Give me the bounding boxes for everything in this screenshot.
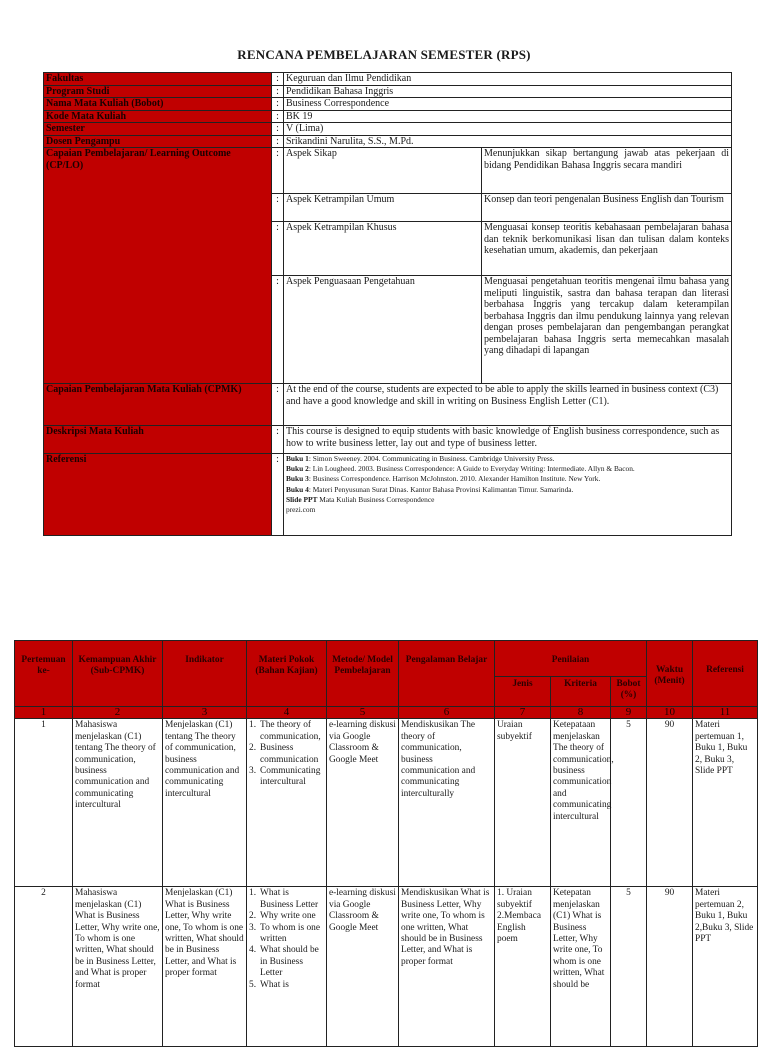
page-title: RENCANA PEMBELAJARAN SEMESTER (RPS) xyxy=(237,47,531,62)
column-number: 2 xyxy=(73,707,163,719)
pengalaman-cell: Mendiskusikan The theory of communication, business communication and communicating interculturally xyxy=(399,719,495,887)
colon: : xyxy=(272,384,284,426)
ref-item: prezi.com xyxy=(286,505,316,515)
header-jenis: Jenis xyxy=(495,677,551,707)
ref-item: Buku 1: Simon Sweeney. 2004. Communicating in Business. Cambridge University Press. xyxy=(286,454,555,463)
colon: : xyxy=(272,222,284,276)
aspect-desc: Konsep dan teori pengenalan Business English dan Tourism xyxy=(482,194,732,222)
row-semester xyxy=(44,123,732,136)
materi-item: 4. What should be in Business Letter xyxy=(249,945,319,979)
row-referensi xyxy=(44,454,732,536)
materi-item: 3. Communicating intercultural xyxy=(249,766,321,788)
header-kriteria: Kriteria xyxy=(551,677,611,707)
column-number: 6 xyxy=(399,707,495,719)
kode-value: BK 19 xyxy=(284,110,732,123)
cpmk-label: Capaian Pembelajaran Mata Kuliah (CPMK) xyxy=(44,384,272,426)
colon: : xyxy=(272,123,284,136)
header-indikator: Indikator xyxy=(163,641,247,707)
row-dosen xyxy=(44,135,732,148)
aspect-desc: Menguasai pengetahuan teoritis mengenai ilmu bahasa yang meliputi linguistik, sastra dan bahasa terapan dan literasi berbahasa Inggris yang tercakup dalam keterampilan berbahasa Inggris dan ilmu pendukung lainnya yang relevan dengan proses pembelajaran dan pengembangan perangkat pembelajaran bahasa Inggris serta memecahkan masalah yang dihadapi di lapangan xyxy=(482,276,732,384)
deskripsi-label: Deskripsi Mata Kuliah xyxy=(44,426,272,454)
header-penilaian: Penilaian xyxy=(495,641,647,677)
header-referensi: Referensi xyxy=(693,641,758,707)
aspect-name: Aspek Penguasaan Pengetahuan xyxy=(284,276,482,384)
subcpmk-cell: Mahasiswa menjelaskan (C1) tentang The theory of communication, business communication and communicating intercultural xyxy=(73,719,163,887)
cplo-label: Capaian Pembelajaran/ Learning Outcome (CP/LO) xyxy=(44,148,272,384)
prodi-label: Program Studi xyxy=(44,85,272,98)
colon: : xyxy=(272,276,284,384)
colon: : xyxy=(272,73,284,86)
schedule-header xyxy=(15,641,758,677)
row-aspek-sikap xyxy=(44,148,732,194)
schedule-table xyxy=(14,640,758,1047)
table-row xyxy=(15,719,758,887)
row-fakultas xyxy=(44,73,732,86)
cpmk-value: At the end of the course, students are expected to be able to apply the skills learned in business context (C3) and have a good knowledge and skill in writing on Business English Letter (C1). xyxy=(284,384,732,426)
ref-item: Buku 3: Business Correspondence. Harrison McJohnston. 2010. Alexander Hamilton Institute. New York. xyxy=(286,474,601,484)
ref-item: Slide PPT Mata Kuliah Business Correspondence xyxy=(286,494,435,504)
ref-item: Buku 4: Materi Penyusunan Surat Dinas. Kantor Bahasa Provinsi Kalimantan Timur. Samarinda. xyxy=(286,484,574,494)
subcpmk-cell: Mahasiswa menjelaskan (C1) What is Business Letter, Why write one, To whom is one written, What should be in Business Letter, and What is proper format xyxy=(73,887,163,1047)
indikator-cell: Menjelaskan (C1) tentang The theory of communication, business communication and communicating intercultural xyxy=(163,719,247,887)
bobot-cell: 5 xyxy=(611,719,647,887)
metode-cell: e-learning diskusi via Google Classroom & Google Meet xyxy=(327,887,399,1047)
row-prodi xyxy=(44,85,732,98)
aspect-name: Aspek Ketrampilan Umum xyxy=(284,194,482,222)
dosen-value: Srikandini Narulita, S.S., M.Pd. xyxy=(284,135,732,148)
row-deskripsi xyxy=(44,426,732,454)
column-number: 11 xyxy=(693,707,758,719)
row-matkul xyxy=(44,98,732,111)
column-number: 4 xyxy=(247,707,327,719)
colon: : xyxy=(272,148,284,194)
colon: : xyxy=(272,85,284,98)
colon: : xyxy=(272,426,284,454)
matkul-label: Nama Mata Kuliah (Bobot) xyxy=(44,98,272,111)
column-number: 10 xyxy=(647,707,693,719)
materi-cell xyxy=(247,887,327,1047)
materi-item: 2. Why write one xyxy=(249,911,316,922)
referensi-cell: Materi pertemuan 1, Buku 1, Buku 2, Buku 3, Slide PPT xyxy=(693,719,758,887)
fakultas-value: Keguruan dan Ilmu Pendidikan xyxy=(284,73,732,86)
materi-item: 2. Business communication xyxy=(249,743,319,765)
header-metode: Metode/ Model Pembelajaran xyxy=(327,641,399,707)
header-bobot: Bobot (%) xyxy=(611,677,647,707)
materi-cell xyxy=(247,719,327,887)
colon: : xyxy=(272,135,284,148)
aspect-name: Aspek Ketrampilan Khusus xyxy=(284,222,482,276)
colon: : xyxy=(272,110,284,123)
column-numbers-row xyxy=(15,707,758,719)
referensi-cell: Materi pertemuan 2, Buku 1, Buku 2,Buku 3, Slide PPT xyxy=(693,887,758,1047)
rps-info-table xyxy=(43,72,732,536)
semester-label: Semester xyxy=(44,123,272,136)
fakultas-label: Fakultas xyxy=(44,73,272,86)
column-number: 9 xyxy=(611,707,647,719)
meeting-number: 1 xyxy=(15,719,73,887)
row-kode xyxy=(44,110,732,123)
materi-item: 3. To whom is one written xyxy=(249,922,321,945)
aspect-name: Aspek Sikap xyxy=(284,148,482,194)
colon: : xyxy=(272,98,284,111)
waktu-cell: 90 xyxy=(647,719,693,887)
materi-item: 1. What is Business Letter xyxy=(249,888,319,910)
materi-item: 5. What is xyxy=(249,979,289,990)
kode-label: Kode Mata Kuliah xyxy=(44,110,272,123)
column-number: 3 xyxy=(163,707,247,719)
aspect-desc: Menunjukkan sikap bertangung jawab atas pekerjaan di bidang Pendidikan Bahasa Inggris secara mandiri xyxy=(482,148,732,194)
header-pertemuan: Pertemuan ke- xyxy=(15,641,73,707)
jenis-cell: 1. Uraian subyektif 2.Membaca English poem xyxy=(495,887,551,1047)
column-number: 8 xyxy=(551,707,611,719)
meeting-number: 2 xyxy=(15,887,73,1047)
column-number: 1 xyxy=(15,707,73,719)
referensi-label: Referensi xyxy=(44,454,272,536)
bobot-cell: 5 xyxy=(611,887,647,1047)
referensi-list xyxy=(284,454,732,536)
header-pengalaman: Pengalaman Belajar xyxy=(399,641,495,707)
ref-item: Buku 2: Lin Lougheed. 2003. Business Correspondence: A Guide to Everyday Writing: Intermediate. Allyn & Bacon. xyxy=(286,464,635,474)
header-subcpmk: Kemampuan Akhir (Sub-CPMK) xyxy=(73,641,163,707)
waktu-cell: 90 xyxy=(647,887,693,1047)
colon: : xyxy=(272,194,284,222)
semester-value: V (Lima) xyxy=(284,123,732,136)
prodi-value: Pendidikan Bahasa Inggris xyxy=(284,85,732,98)
header-waktu: Waktu (Menit) xyxy=(647,641,693,707)
column-number: 5 xyxy=(327,707,399,719)
dosen-label: Dosen Pengampu xyxy=(44,135,272,148)
aspect-desc: Menguasai konsep teoritis kebahasaan pembelajaran bahasa dan teknik berkomunikasi lisan dan tulisan dalam konteks kesehatian umum, akademis, dan pekerjaan xyxy=(482,222,732,276)
colon: : xyxy=(272,454,284,536)
kriteria-cell: Ketepatan menjelaskan (C1) What is Business Letter, Why write one, To whom is one written, What should be xyxy=(551,887,611,1047)
table-row xyxy=(15,887,758,1047)
matkul-value: Business Correspondence xyxy=(284,98,732,111)
pengalaman-cell: Mendiskusikan What is Business Letter, Why write one, To whom is one written, What should be in Business Letter, and What is proper format xyxy=(399,887,495,1047)
row-cpmk xyxy=(44,384,732,426)
jenis-cell: Uraian subyektif xyxy=(495,719,551,887)
kriteria-cell: Ketepataan menjelaskan The theory of communication, business communication and communicating intercultural xyxy=(551,719,611,887)
deskripsi-value: This course is designed to equip students with basic knowledge of English business correspondence, such as how to write business letter, lay out and type of business letter. xyxy=(284,426,732,454)
metode-cell: e-learning diskusi via Google Classroom & Google Meet xyxy=(327,719,399,887)
materi-item: 1. The theory of communication, xyxy=(249,720,321,742)
header-materi: Materi Pokok (Bahan Kajian) xyxy=(247,641,327,707)
column-number: 7 xyxy=(495,707,551,719)
indikator-cell: Menjelaskan (C1) What is Business Letter, Why write one, To whom is one written, What should be in Business Letter, and What is proper format xyxy=(163,887,247,1047)
